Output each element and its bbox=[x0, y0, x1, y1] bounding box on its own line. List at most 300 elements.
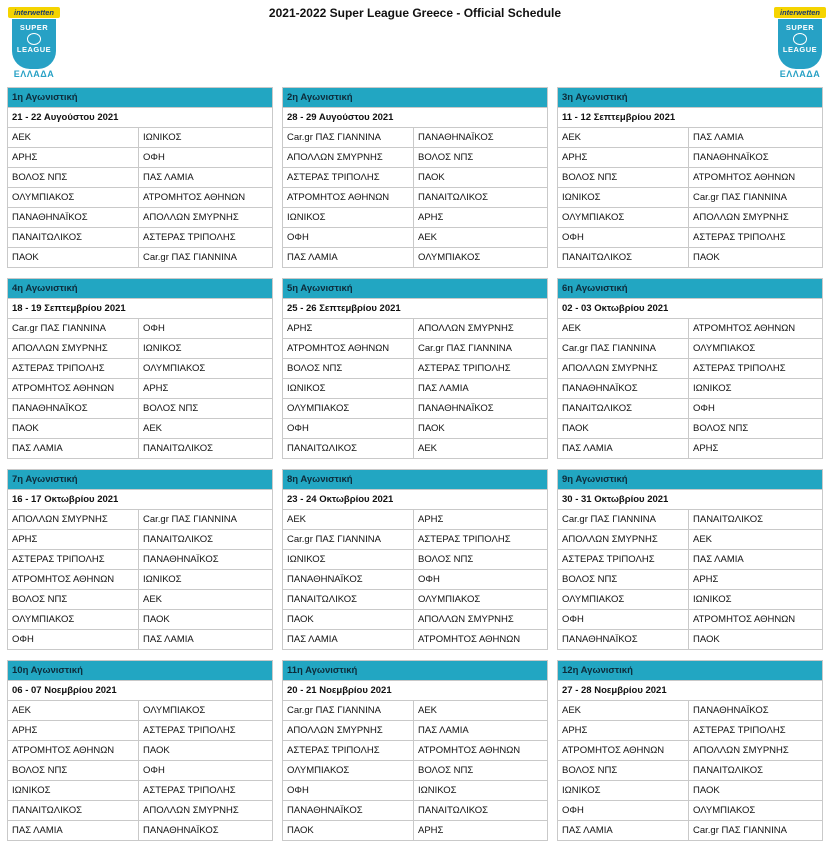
home-team: Car.gr ΠΑΣ ΓΙΑΝΝΙΝΑ bbox=[283, 701, 414, 720]
home-team: ΠΑΝΑΙΤΩΛΙΚΟΣ bbox=[8, 228, 139, 247]
away-team: ΑΤΡΟΜΗΤΟΣ ΑΘΗΝΩΝ bbox=[143, 192, 246, 203]
home-team: ΠΑΝΑΘΗΝΑΪΚΟΣ bbox=[283, 570, 414, 589]
away-team: Car.gr ΠΑΣ ΓΙΑΝΝΙΝΑ bbox=[693, 825, 787, 836]
home-team: ΒΟΛΟΣ ΝΠΣ bbox=[8, 761, 139, 780]
match-row bbox=[8, 128, 272, 148]
round-label: 12η Αγωνιστική bbox=[558, 661, 822, 681]
round-label: 8η Αγωνιστική bbox=[283, 470, 547, 490]
round-dates: 23 - 24 Οκτωβρίου 2021 bbox=[283, 490, 547, 510]
away-team: ΑΡΗΣ bbox=[418, 514, 444, 525]
home-team: ΠΑΣ ΛΑΜΙΑ bbox=[558, 439, 689, 458]
away-team: ΑΤΡΟΜΗΤΟΣ ΑΘΗΝΩΝ bbox=[693, 614, 796, 625]
away-team: ΠΑΟΚ bbox=[693, 785, 720, 796]
match-row bbox=[283, 379, 547, 399]
away-team: ΒΟΛΟΣ ΝΠΣ bbox=[693, 423, 749, 434]
away-team: ΑΣΤΕΡΑΣ ΤΡΙΠΟΛΗΣ bbox=[143, 725, 236, 736]
away-team: ΠΑΣ ΛΑΜΙΑ bbox=[693, 132, 744, 143]
match-row bbox=[8, 248, 272, 267]
match-row bbox=[8, 821, 272, 840]
match-row bbox=[8, 550, 272, 570]
logo-line2: LEAGUE bbox=[16, 45, 52, 54]
match-row bbox=[283, 228, 547, 248]
logo-line1: SUPER bbox=[19, 23, 49, 32]
match-row bbox=[558, 419, 822, 439]
home-team: ΠΑΝΑΘΗΝΑΪΚΟΣ bbox=[8, 208, 139, 227]
home-team: ΑΠΟΛΛΩΝ ΣΜΥΡΝΗΣ bbox=[558, 530, 689, 549]
match-row bbox=[283, 248, 547, 267]
logo-country: ΕΛΛΑΔΑ bbox=[779, 69, 821, 79]
away-team: ΠΑΝΑΙΤΩΛΙΚΟΣ bbox=[418, 805, 489, 816]
match-row bbox=[283, 630, 547, 649]
away-team: ΑΠΟΛΛΩΝ ΣΜΥΡΝΗΣ bbox=[418, 323, 514, 334]
home-team: ΑΡΗΣ bbox=[8, 148, 139, 167]
away-team: ΑΣΤΕΡΑΣ ΤΡΙΠΟΛΗΣ bbox=[693, 725, 786, 736]
away-team: ΠΑΣ ΛΑΜΙΑ bbox=[143, 172, 194, 183]
away-team: ΟΛΥΜΠΙΑΚΟΣ bbox=[693, 805, 756, 816]
round-label: 7η Αγωνιστική bbox=[8, 470, 272, 490]
home-team: ΒΟΛΟΣ ΝΠΣ bbox=[283, 359, 414, 378]
away-team: ΠΑΣ ΛΑΜΙΑ bbox=[418, 725, 469, 736]
home-team: ΠΑΟΚ bbox=[8, 419, 139, 438]
match-row bbox=[558, 379, 822, 399]
match-row bbox=[558, 399, 822, 419]
round-block bbox=[7, 87, 273, 268]
match-row bbox=[8, 701, 272, 721]
home-team: ΠΑΟΚ bbox=[558, 419, 689, 438]
match-row bbox=[8, 188, 272, 208]
round-label: 4η Αγωνιστική bbox=[8, 279, 272, 299]
away-team: ΑΕΚ bbox=[143, 594, 163, 605]
match-row bbox=[283, 208, 547, 228]
match-row bbox=[558, 148, 822, 168]
match-row bbox=[558, 801, 822, 821]
home-team: Car.gr ΠΑΣ ΓΙΑΝΝΙΝΑ bbox=[283, 128, 414, 147]
away-team: ΠΑΟΚ bbox=[693, 252, 720, 263]
home-team: ΙΩΝΙΚΟΣ bbox=[283, 208, 414, 227]
away-team: ΙΩΝΙΚΟΣ bbox=[693, 594, 732, 605]
match-row bbox=[283, 530, 547, 550]
match-row bbox=[558, 439, 822, 458]
match-row bbox=[283, 148, 547, 168]
home-team: ΠΑΣ ΛΑΜΙΑ bbox=[283, 630, 414, 649]
match-row bbox=[558, 741, 822, 761]
home-team: ΒΟΛΟΣ ΝΠΣ bbox=[8, 590, 139, 609]
match-row bbox=[558, 721, 822, 741]
away-team: ΒΟΛΟΣ ΝΠΣ bbox=[143, 403, 199, 414]
round-block bbox=[282, 469, 548, 650]
home-team: ΙΩΝΙΚΟΣ bbox=[283, 379, 414, 398]
match-row bbox=[8, 359, 272, 379]
home-team: ΠΑΣ ΛΑΜΙΑ bbox=[558, 821, 689, 840]
home-team: Car.gr ΠΑΣ ΓΙΑΝΝΙΝΑ bbox=[283, 530, 414, 549]
home-team: ΠΑΝΑΙΤΩΛΙΚΟΣ bbox=[283, 590, 414, 609]
match-row bbox=[558, 821, 822, 840]
home-team: ΠΑΝΑΙΤΩΛΙΚΟΣ bbox=[283, 439, 414, 458]
match-row bbox=[558, 359, 822, 379]
logo-brand: interwetten bbox=[8, 7, 60, 18]
match-row bbox=[283, 128, 547, 148]
round-label: 3η Αγωνιστική bbox=[558, 88, 822, 108]
away-team: Car.gr ΠΑΣ ΓΙΑΝΝΙΝΑ bbox=[143, 252, 237, 263]
round-label: 5η Αγωνιστική bbox=[283, 279, 547, 299]
home-team: ΠΑΝΑΘΗΝΑΪΚΟΣ bbox=[558, 630, 689, 649]
match-row bbox=[558, 570, 822, 590]
match-row bbox=[283, 339, 547, 359]
away-team: ΟΛΥΜΠΙΑΚΟΣ bbox=[143, 705, 206, 716]
home-team: ΟΛΥΜΠΙΑΚΟΣ bbox=[558, 590, 689, 609]
home-team: Car.gr ΠΑΣ ΓΙΑΝΝΙΝΑ bbox=[8, 319, 139, 338]
away-team: ΠΑΣ ΛΑΜΙΑ bbox=[693, 554, 744, 565]
match-row bbox=[8, 530, 272, 550]
match-row bbox=[8, 319, 272, 339]
away-team: Car.gr ΠΑΣ ΓΙΑΝΝΙΝΑ bbox=[143, 514, 237, 525]
away-team: Car.gr ΠΑΣ ΓΙΑΝΝΙΝΑ bbox=[418, 343, 512, 354]
match-row bbox=[8, 228, 272, 248]
match-row bbox=[283, 701, 547, 721]
away-team: ΑΡΗΣ bbox=[418, 212, 444, 223]
away-team: ΠΑΟΚ bbox=[693, 634, 720, 645]
match-row bbox=[8, 570, 272, 590]
match-row bbox=[283, 359, 547, 379]
away-team: ΑΠΟΛΛΩΝ ΣΜΥΡΝΗΣ bbox=[143, 212, 239, 223]
home-team: ΑΤΡΟΜΗΤΟΣ ΑΘΗΝΩΝ bbox=[8, 741, 139, 760]
away-team: ΒΟΛΟΣ ΝΠΣ bbox=[418, 765, 474, 776]
home-team: ΑΕΚ bbox=[283, 510, 414, 529]
home-team: ΙΩΝΙΚΟΣ bbox=[558, 188, 689, 207]
home-team: ΑΣΤΕΡΑΣ ΤΡΙΠΟΛΗΣ bbox=[8, 359, 139, 378]
match-row bbox=[8, 630, 272, 649]
away-team: ΟΛΥΜΠΙΑΚΟΣ bbox=[418, 252, 481, 263]
round-block bbox=[282, 87, 548, 268]
home-team: ΑΕΚ bbox=[558, 128, 689, 147]
home-team: ΒΟΛΟΣ ΝΠΣ bbox=[558, 761, 689, 780]
home-team: ΑΠΟΛΛΩΝ ΣΜΥΡΝΗΣ bbox=[8, 510, 139, 529]
round-dates: 11 - 12 Σεπτεμβρίου 2021 bbox=[558, 108, 822, 128]
away-team: ΠΑΝΑΘΗΝΑΪΚΟΣ bbox=[143, 825, 219, 836]
home-team: ΑΤΡΟΜΗΤΟΣ ΑΘΗΝΩΝ bbox=[558, 741, 689, 760]
away-team: ΠΑΝΑΘΗΝΑΪΚΟΣ bbox=[143, 554, 219, 565]
match-row bbox=[283, 188, 547, 208]
home-team: ΟΛΥΜΠΙΑΚΟΣ bbox=[283, 761, 414, 780]
home-team: ΑΠΟΛΛΩΝ ΣΜΥΡΝΗΣ bbox=[283, 148, 414, 167]
away-team: ΑΕΚ bbox=[693, 534, 713, 545]
match-row bbox=[283, 761, 547, 781]
super-league-logo-icon bbox=[774, 7, 826, 81]
home-team: ΠΑΝΑΙΤΩΛΙΚΟΣ bbox=[8, 801, 139, 820]
match-row bbox=[283, 741, 547, 761]
logo-line1: SUPER bbox=[785, 23, 815, 32]
away-team: ΟΦΗ bbox=[418, 574, 440, 585]
match-row bbox=[8, 801, 272, 821]
away-team: ΠΑΝΑΙΤΩΛΙΚΟΣ bbox=[693, 765, 764, 776]
round-block bbox=[557, 469, 823, 650]
match-row bbox=[283, 510, 547, 530]
home-team: ΑΕΚ bbox=[8, 128, 139, 147]
round-dates: 18 - 19 Σεπτεμβρίου 2021 bbox=[8, 299, 272, 319]
match-row bbox=[558, 630, 822, 649]
home-team: ΠΑΟΚ bbox=[283, 610, 414, 629]
match-row bbox=[8, 439, 272, 458]
match-row bbox=[8, 721, 272, 741]
away-team: ΠΑΝΑΙΤΩΛΙΚΟΣ bbox=[693, 514, 764, 525]
away-team: ΑΡΗΣ bbox=[143, 383, 169, 394]
away-team: ΑΕΚ bbox=[418, 232, 438, 243]
match-row bbox=[558, 228, 822, 248]
page-title: 2021-2022 Super League Greece - Official Schedule bbox=[268, 6, 562, 20]
round-dates: 25 - 26 Σεπτεμβρίου 2021 bbox=[283, 299, 547, 319]
home-team: ΑΤΡΟΜΗΤΟΣ ΑΘΗΝΩΝ bbox=[8, 570, 139, 589]
home-team: ΑΕΚ bbox=[558, 701, 689, 720]
match-row bbox=[558, 188, 822, 208]
logo-ball-icon bbox=[27, 33, 41, 45]
round-dates: 21 - 22 Αυγούστου 2021 bbox=[8, 108, 272, 128]
home-team: ΟΛΥΜΠΙΑΚΟΣ bbox=[558, 208, 689, 227]
match-row bbox=[558, 208, 822, 228]
logo-ball-icon bbox=[793, 33, 807, 45]
round-label: 6η Αγωνιστική bbox=[558, 279, 822, 299]
home-team: ΟΦΗ bbox=[558, 610, 689, 629]
away-team: ΑΕΚ bbox=[418, 705, 438, 716]
home-team: Car.gr ΠΑΣ ΓΙΑΝΝΙΝΑ bbox=[558, 510, 689, 529]
match-row bbox=[283, 721, 547, 741]
away-team: ΠΑΣ ΛΑΜΙΑ bbox=[418, 383, 469, 394]
away-team: ΟΦΗ bbox=[143, 765, 165, 776]
home-team: ΠΑΝΑΘΗΝΑΪΚΟΣ bbox=[8, 399, 139, 418]
round-dates: 30 - 31 Οκτωβρίου 2021 bbox=[558, 490, 822, 510]
home-team: ΠΑΟΚ bbox=[8, 248, 139, 267]
home-team: ΑΡΗΣ bbox=[558, 148, 689, 167]
away-team: ΟΛΥΜΠΙΑΚΟΣ bbox=[143, 363, 206, 374]
away-team: ΑΠΟΛΛΩΝ ΣΜΥΡΝΗΣ bbox=[143, 805, 239, 816]
home-team: ΑΡΗΣ bbox=[8, 721, 139, 740]
away-team: ΠΑΝΑΙΤΩΛΙΚΟΣ bbox=[418, 192, 489, 203]
away-team: ΠΑΣ ΛΑΜΙΑ bbox=[143, 634, 194, 645]
away-team: Car.gr ΠΑΣ ΓΙΑΝΝΙΝΑ bbox=[693, 192, 787, 203]
home-team: ΑΣΤΕΡΑΣ ΤΡΙΠΟΛΗΣ bbox=[283, 741, 414, 760]
match-row bbox=[8, 399, 272, 419]
home-team: Car.gr ΠΑΣ ΓΙΑΝΝΙΝΑ bbox=[558, 339, 689, 358]
away-team: ΠΑΝΑΙΤΩΛΙΚΟΣ bbox=[143, 534, 214, 545]
match-row bbox=[558, 781, 822, 801]
home-team: ΑΡΗΣ bbox=[8, 530, 139, 549]
away-team: ΠΑΟΚ bbox=[418, 172, 445, 183]
home-team: ΟΦΗ bbox=[283, 781, 414, 800]
away-team: ΒΟΛΟΣ ΝΠΣ bbox=[418, 554, 474, 565]
round-dates: 20 - 21 Νοεμβρίου 2021 bbox=[283, 681, 547, 701]
round-dates: 16 - 17 Οκτωβρίου 2021 bbox=[8, 490, 272, 510]
match-row bbox=[8, 761, 272, 781]
home-team: ΒΟΛΟΣ ΝΠΣ bbox=[558, 570, 689, 589]
match-row bbox=[558, 530, 822, 550]
home-team: ΟΛΥΜΠΙΑΚΟΣ bbox=[8, 188, 139, 207]
away-team: ΠΑΝΑΘΗΝΑΪΚΟΣ bbox=[418, 132, 494, 143]
away-team: ΑΣΤΕΡΑΣ ΤΡΙΠΟΛΗΣ bbox=[143, 785, 236, 796]
home-team: ΟΦΗ bbox=[283, 228, 414, 247]
match-row bbox=[283, 319, 547, 339]
home-team: ΟΦΗ bbox=[558, 801, 689, 820]
logo-shield bbox=[12, 19, 56, 69]
round-dates: 02 - 03 Οκτωβρίου 2021 bbox=[558, 299, 822, 319]
away-team: ΙΩΝΙΚΟΣ bbox=[143, 574, 182, 585]
home-team: ΙΩΝΙΚΟΣ bbox=[283, 550, 414, 569]
home-team: ΠΑΝΑΘΗΝΑΪΚΟΣ bbox=[558, 379, 689, 398]
away-team: ΟΦΗ bbox=[143, 152, 165, 163]
match-row bbox=[8, 419, 272, 439]
home-team: ΑΣΤΕΡΑΣ ΤΡΙΠΟΛΗΣ bbox=[283, 168, 414, 187]
home-team: ΟΛΥΜΠΙΑΚΟΣ bbox=[8, 610, 139, 629]
away-team: ΑΡΗΣ bbox=[418, 825, 444, 836]
match-row bbox=[283, 781, 547, 801]
round-block bbox=[7, 469, 273, 650]
logo-shield bbox=[778, 19, 822, 69]
round-block bbox=[557, 278, 823, 459]
round-label: 2η Αγωνιστική bbox=[283, 88, 547, 108]
home-team: ΟΦΗ bbox=[283, 419, 414, 438]
match-row bbox=[558, 550, 822, 570]
home-team: ΟΦΗ bbox=[8, 630, 139, 649]
match-row bbox=[8, 339, 272, 359]
match-row bbox=[558, 339, 822, 359]
logo-brand: interwetten bbox=[774, 7, 826, 18]
away-team: ΠΑΝΑΘΗΝΑΪΚΟΣ bbox=[693, 152, 769, 163]
match-row bbox=[283, 570, 547, 590]
home-team: ΙΩΝΙΚΟΣ bbox=[558, 781, 689, 800]
home-team: ΑΤΡΟΜΗΤΟΣ ΑΘΗΝΩΝ bbox=[283, 339, 414, 358]
logo-country: ΕΛΛΑΔΑ bbox=[13, 69, 55, 79]
round-dates: 27 - 28 Νοεμβρίου 2021 bbox=[558, 681, 822, 701]
match-row bbox=[558, 319, 822, 339]
match-row bbox=[283, 821, 547, 840]
round-dates: 06 - 07 Νοεμβρίου 2021 bbox=[8, 681, 272, 701]
away-team: ΑΤΡΟΜΗΤΟΣ ΑΘΗΝΩΝ bbox=[418, 634, 521, 645]
round-block bbox=[557, 87, 823, 268]
match-row bbox=[283, 419, 547, 439]
away-team: ΟΦΗ bbox=[693, 403, 715, 414]
away-team: ΙΩΝΙΚΟΣ bbox=[693, 383, 732, 394]
round-block bbox=[282, 278, 548, 459]
away-team: ΑΣΤΕΡΑΣ ΤΡΙΠΟΛΗΣ bbox=[418, 534, 511, 545]
home-team: ΑΠΟΛΛΩΝ ΣΜΥΡΝΗΣ bbox=[283, 721, 414, 740]
round-dates: 28 - 29 Αυγούστου 2021 bbox=[283, 108, 547, 128]
match-row bbox=[8, 148, 272, 168]
home-team: ΑΣΤΕΡΑΣ ΤΡΙΠΟΛΗΣ bbox=[558, 550, 689, 569]
away-team: ΠΑΝΑΙΤΩΛΙΚΟΣ bbox=[143, 443, 214, 454]
match-row bbox=[558, 590, 822, 610]
home-team: ΠΑΣ ΛΑΜΙΑ bbox=[8, 821, 139, 840]
round-block bbox=[7, 278, 273, 459]
home-team: ΠΑΝΑΙΤΩΛΙΚΟΣ bbox=[558, 248, 689, 267]
round-block bbox=[282, 660, 548, 841]
match-row bbox=[283, 610, 547, 630]
match-row bbox=[558, 128, 822, 148]
round-label: 1η Αγωνιστική bbox=[8, 88, 272, 108]
away-team: ΑΠΟΛΛΩΝ ΣΜΥΡΝΗΣ bbox=[418, 614, 514, 625]
away-team: ΠΑΟΚ bbox=[143, 614, 170, 625]
home-team: ΠΑΝΑΘΗΝΑΪΚΟΣ bbox=[283, 801, 414, 820]
round-block bbox=[557, 660, 823, 841]
away-team: ΑΕΚ bbox=[143, 423, 163, 434]
round-block bbox=[7, 660, 273, 841]
round-label: 9η Αγωνιστική bbox=[558, 470, 822, 490]
home-team: ΙΩΝΙΚΟΣ bbox=[8, 781, 139, 800]
away-team: ΒΟΛΟΣ ΝΠΣ bbox=[418, 152, 474, 163]
away-team: ΑΠΟΛΛΩΝ ΣΜΥΡΝΗΣ bbox=[693, 745, 789, 756]
home-team: ΑΤΡΟΜΗΤΟΣ ΑΘΗΝΩΝ bbox=[283, 188, 414, 207]
match-row bbox=[558, 510, 822, 530]
away-team: ΑΤΡΟΜΗΤΟΣ ΑΘΗΝΩΝ bbox=[693, 323, 796, 334]
match-row bbox=[558, 248, 822, 267]
round-label: 10η Αγωνιστική bbox=[8, 661, 272, 681]
match-row bbox=[8, 168, 272, 188]
away-team: ΠΑΝΑΘΗΝΑΪΚΟΣ bbox=[693, 705, 769, 716]
match-row bbox=[283, 550, 547, 570]
home-team: ΑΕΚ bbox=[558, 319, 689, 338]
away-team: ΟΛΥΜΠΙΑΚΟΣ bbox=[693, 343, 756, 354]
match-row bbox=[8, 741, 272, 761]
away-team: ΑΡΗΣ bbox=[693, 443, 719, 454]
home-team: ΠΑΣ ΛΑΜΙΑ bbox=[283, 248, 414, 267]
home-team: ΑΣΤΕΡΑΣ ΤΡΙΠΟΛΗΣ bbox=[8, 550, 139, 569]
home-team: ΑΡΗΣ bbox=[283, 319, 414, 338]
away-team: ΑΕΚ bbox=[418, 443, 438, 454]
home-team: ΟΛΥΜΠΙΑΚΟΣ bbox=[283, 399, 414, 418]
round-label: 11η Αγωνιστική bbox=[283, 661, 547, 681]
away-team: ΙΩΝΙΚΟΣ bbox=[143, 343, 182, 354]
home-team: ΑΡΗΣ bbox=[558, 721, 689, 740]
match-row bbox=[558, 761, 822, 781]
home-team: ΑΠΟΛΛΩΝ ΣΜΥΡΝΗΣ bbox=[558, 359, 689, 378]
away-team: ΑΣΤΕΡΑΣ ΤΡΙΠΟΛΗΣ bbox=[693, 363, 786, 374]
away-team: ΑΣΤΕΡΑΣ ΤΡΙΠΟΛΗΣ bbox=[693, 232, 786, 243]
away-team: ΠΑΟΚ bbox=[418, 423, 445, 434]
match-row bbox=[558, 168, 822, 188]
home-team: ΑΤΡΟΜΗΤΟΣ ΑΘΗΝΩΝ bbox=[8, 379, 139, 398]
away-team: ΑΡΗΣ bbox=[693, 574, 719, 585]
match-row bbox=[283, 399, 547, 419]
match-row bbox=[283, 439, 547, 458]
away-team: ΑΣΤΕΡΑΣ ΤΡΙΠΟΛΗΣ bbox=[143, 232, 236, 243]
match-row bbox=[8, 208, 272, 228]
match-row bbox=[283, 168, 547, 188]
home-team: ΒΟΛΟΣ ΝΠΣ bbox=[8, 168, 139, 187]
match-row bbox=[283, 801, 547, 821]
home-team: ΠΑΣ ΛΑΜΙΑ bbox=[8, 439, 139, 458]
logo-line2: LEAGUE bbox=[782, 45, 818, 54]
home-team: ΠΑΝΑΙΤΩΛΙΚΟΣ bbox=[558, 399, 689, 418]
match-row bbox=[8, 610, 272, 630]
away-team: ΑΣΤΕΡΑΣ ΤΡΙΠΟΛΗΣ bbox=[418, 363, 511, 374]
home-team: ΑΠΟΛΛΩΝ ΣΜΥΡΝΗΣ bbox=[8, 339, 139, 358]
away-team: ΟΦΗ bbox=[143, 323, 165, 334]
away-team: ΑΤΡΟΜΗΤΟΣ ΑΘΗΝΩΝ bbox=[418, 745, 521, 756]
away-team: ΙΩΝΙΚΟΣ bbox=[143, 132, 182, 143]
match-row bbox=[8, 510, 272, 530]
match-row bbox=[558, 701, 822, 721]
away-team: ΠΑΟΚ bbox=[143, 745, 170, 756]
match-row bbox=[8, 379, 272, 399]
page-header bbox=[0, 0, 830, 86]
home-team: ΑΕΚ bbox=[8, 701, 139, 720]
away-team: ΑΤΡΟΜΗΤΟΣ ΑΘΗΝΩΝ bbox=[693, 172, 796, 183]
match-row bbox=[8, 781, 272, 801]
away-team: ΟΛΥΜΠΙΑΚΟΣ bbox=[418, 594, 481, 605]
away-team: ΑΠΟΛΛΩΝ ΣΜΥΡΝΗΣ bbox=[693, 212, 789, 223]
match-row bbox=[283, 590, 547, 610]
match-row bbox=[8, 590, 272, 610]
home-team: ΠΑΟΚ bbox=[283, 821, 414, 840]
away-team: ΙΩΝΙΚΟΣ bbox=[418, 785, 457, 796]
home-team: ΒΟΛΟΣ ΝΠΣ bbox=[558, 168, 689, 187]
